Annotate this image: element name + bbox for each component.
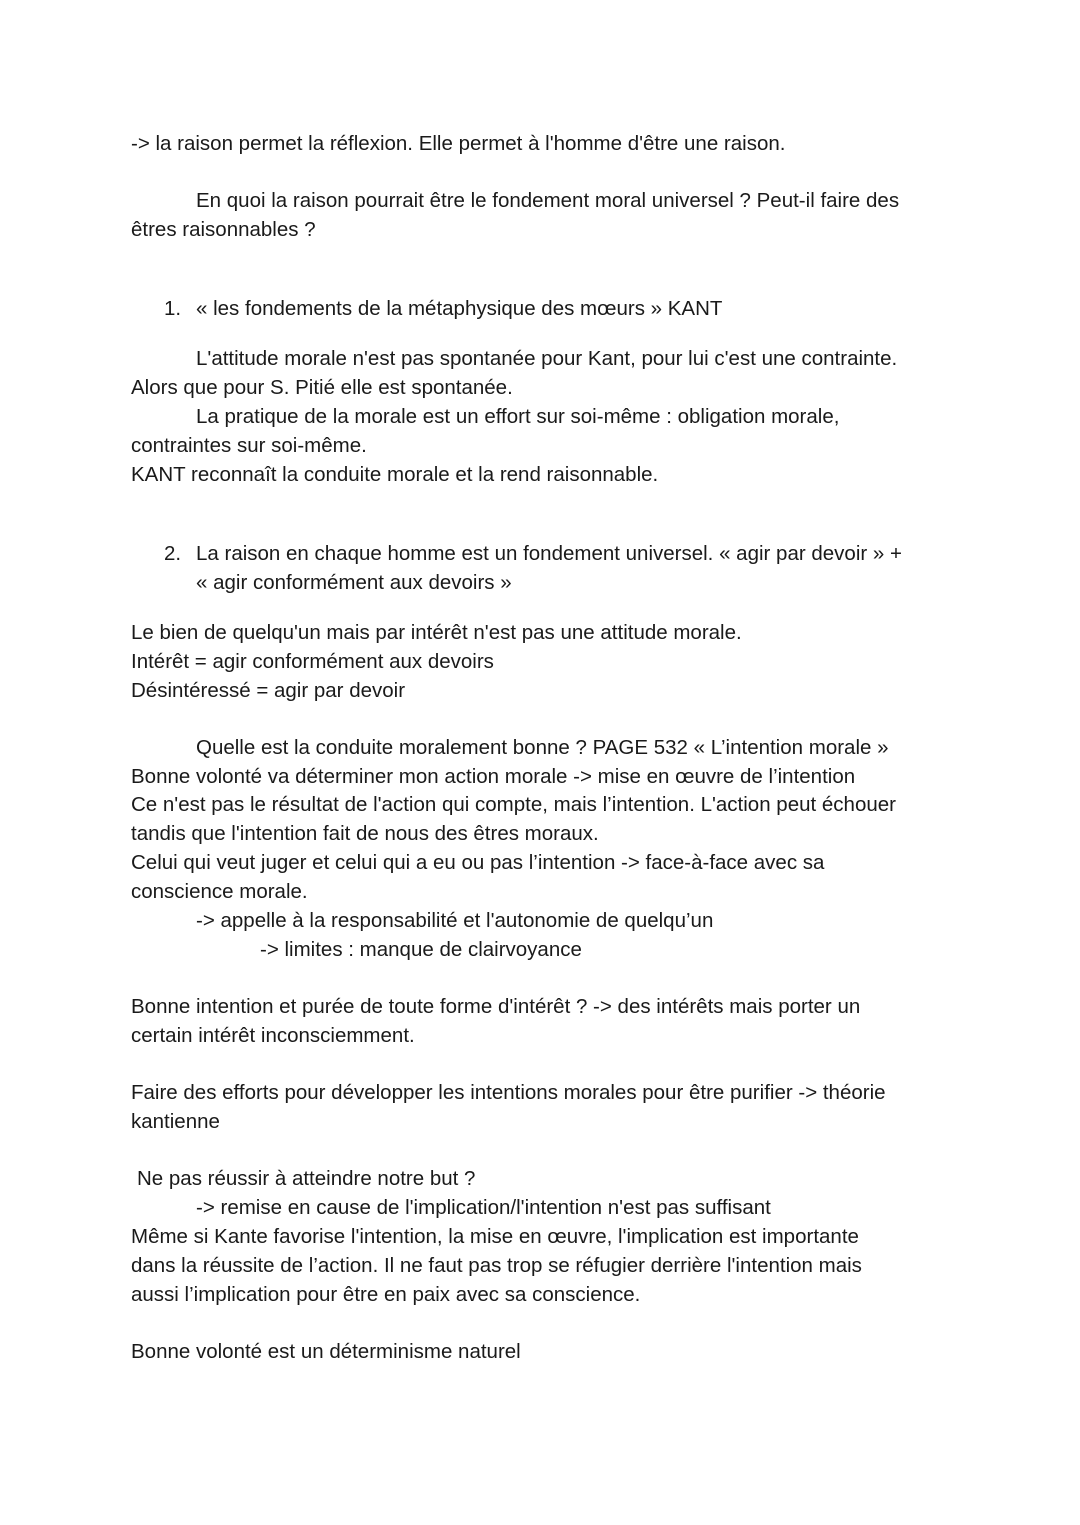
question-line-1: En quoi la raison pourrait être le fondement moral universel ? Peut-il faire des bbox=[196, 189, 900, 212]
section-1-line: La pratique de la morale est un effort sur soi-même : obligation morale, bbox=[196, 405, 840, 428]
question-line-2: êtres raisonnables ? bbox=[131, 218, 316, 241]
section-1-line: KANT reconnaît la conduite morale et la rend raisonnable. bbox=[131, 463, 659, 486]
intention-line: -> appelle à la responsabilité et l'autonomie de quelqu’un bbox=[196, 909, 714, 932]
conclusion-line: Bonne volonté est un déterminisme naturel bbox=[131, 1340, 521, 1363]
bonne-intention-line-1: Bonne intention et purée de toute forme d'intérêt ? -> des intérêts mais porter un bbox=[131, 995, 861, 1018]
section-1-heading: « les fondements de la métaphysique des mœurs » KANT bbox=[196, 297, 723, 320]
section-1-line: L'attitude morale n'est pas spontanée pour Kant, pour lui c'est une contrainte. bbox=[196, 347, 898, 370]
section-2-line: Le bien de quelqu'un mais par intérêt n'est pas une attitude morale. bbox=[131, 621, 742, 644]
echec-line: -> remise en cause de l'implication/l'intention n'est pas suffisant bbox=[196, 1196, 771, 1219]
intention-line: Quelle est la conduite moralement bonne ? PAGE 532 « L’intention morale » bbox=[196, 736, 889, 759]
section-2-heading-line-1: La raison en chaque homme est un fondement universel. « agir par devoir » + bbox=[196, 542, 902, 565]
intention-line: tandis que l'intention fait de nous des êtres moraux. bbox=[131, 822, 599, 845]
section-2-heading-line-2: « agir conformément aux devoirs » bbox=[196, 571, 512, 594]
echec-line: dans la réussite de l’action. Il ne faut pas trop se réfugier derrière l'intention mais bbox=[131, 1254, 862, 1277]
section-2-line: Désintéressé = agir par devoir bbox=[131, 679, 406, 702]
echec-line: Même si Kante favorise l'intention, la mise en œuvre, l'implication est importante bbox=[131, 1225, 859, 1248]
section-1-line: contraintes sur soi-même. bbox=[131, 434, 367, 457]
section-1-number: 1. bbox=[164, 297, 182, 320]
intention-line: conscience morale. bbox=[131, 880, 308, 903]
intention-line: -> limites : manque de clairvoyance bbox=[260, 938, 582, 961]
echec-line: aussi l’implication pour être en paix avec sa conscience. bbox=[131, 1283, 641, 1306]
intro-line: -> la raison permet la réflexion. Elle permet à l'homme d'être une raison. bbox=[131, 132, 786, 155]
section-1-line: Alors que pour S. Pitié elle est spontanée. bbox=[131, 376, 513, 399]
section-2-number: 2. bbox=[164, 542, 182, 565]
intention-line: Celui qui veut juger et celui qui a eu ou pas l’intention -> face-à-face avec sa bbox=[131, 851, 825, 874]
bonne-intention-line-2: certain intérêt inconsciemment. bbox=[131, 1024, 415, 1047]
intention-line: Ce n'est pas le résultat de l'action qui compte, mais l’intention. L'action peut échouer bbox=[131, 793, 896, 816]
echec-line: Ne pas réussir à atteindre notre but ? bbox=[137, 1167, 476, 1190]
intention-line: Bonne volonté va déterminer mon action morale -> mise en œuvre de l’intention bbox=[131, 765, 856, 788]
section-2-line: Intérêt = agir conformément aux devoirs bbox=[131, 650, 494, 673]
efforts-line-2: kantienne bbox=[131, 1110, 220, 1133]
efforts-line-1: Faire des efforts pour développer les intentions morales pour être purifier -> théorie bbox=[131, 1081, 886, 1104]
